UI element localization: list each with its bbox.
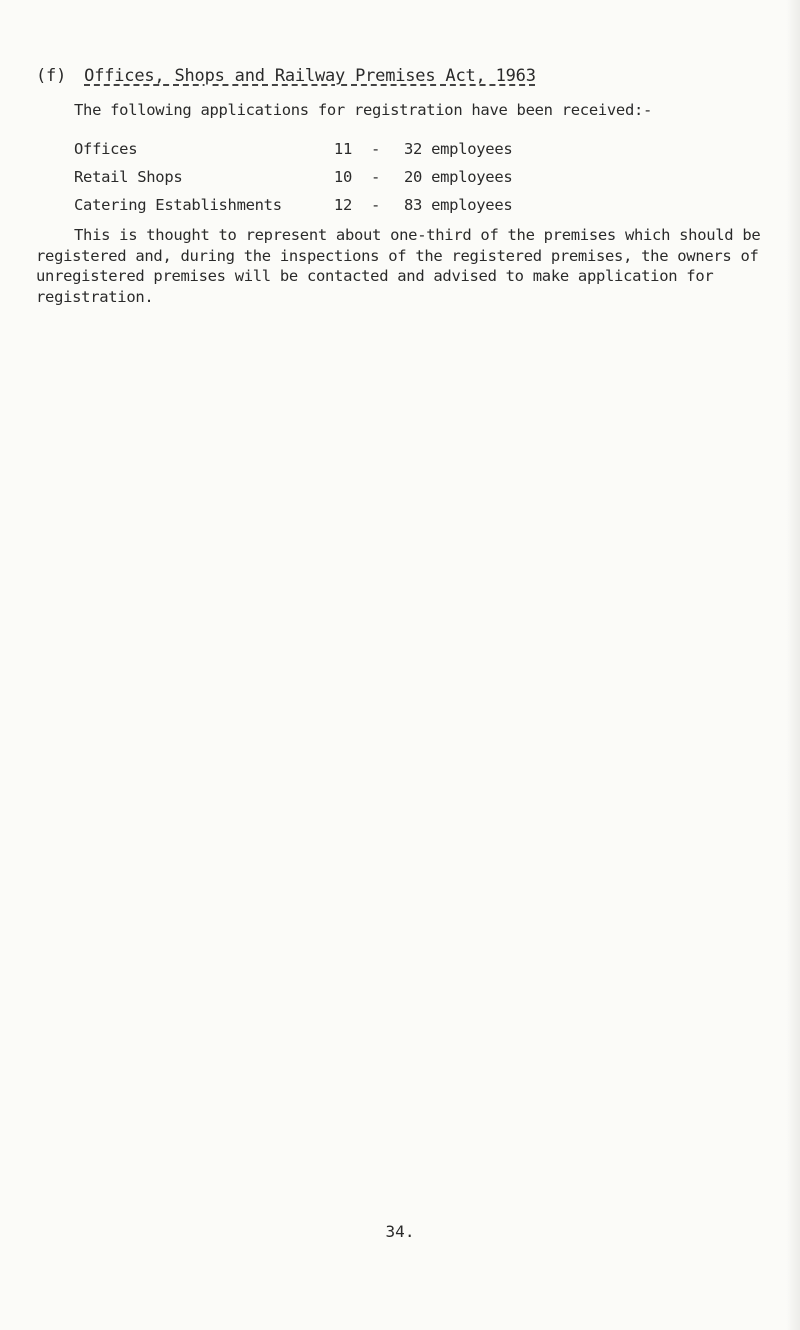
section-heading: [36, 66, 536, 86]
paragraph-line: This is thought to represent about one-third of the premises which should be: [74, 226, 761, 244]
row-category: Offices: [74, 140, 138, 158]
row-dash: -: [371, 168, 381, 186]
row-employees: 83 employees: [404, 196, 513, 214]
row-dash: -: [371, 140, 381, 158]
row-count: 10: [333, 168, 352, 186]
intro-text: The following applications for registration have been received:-: [74, 101, 653, 119]
section-title: Offices, Shops and Railway Premises Act, 1963: [84, 66, 536, 86]
section-label: (f): [36, 66, 67, 86]
row-employees: 20 employees: [404, 168, 513, 186]
paragraph-line: unregistered premises will be contacted and advised to make application for: [36, 267, 714, 285]
row-dash: -: [371, 196, 381, 214]
row-employees: 32 employees: [404, 140, 513, 158]
row-count: 11: [333, 140, 352, 158]
row-category: Retail Shops: [74, 168, 183, 186]
paragraph-line: registered and, during the inspections of the registered premises, the owners of: [36, 246, 759, 265]
row-count: 12: [333, 196, 352, 214]
page-number: 34.: [385, 1222, 415, 1241]
paragraph-line: registration.: [36, 287, 154, 306]
body-paragraph: [36, 225, 776, 307]
page-edge-shadow: [786, 0, 800, 1330]
row-category: Catering Establishments: [74, 196, 282, 214]
